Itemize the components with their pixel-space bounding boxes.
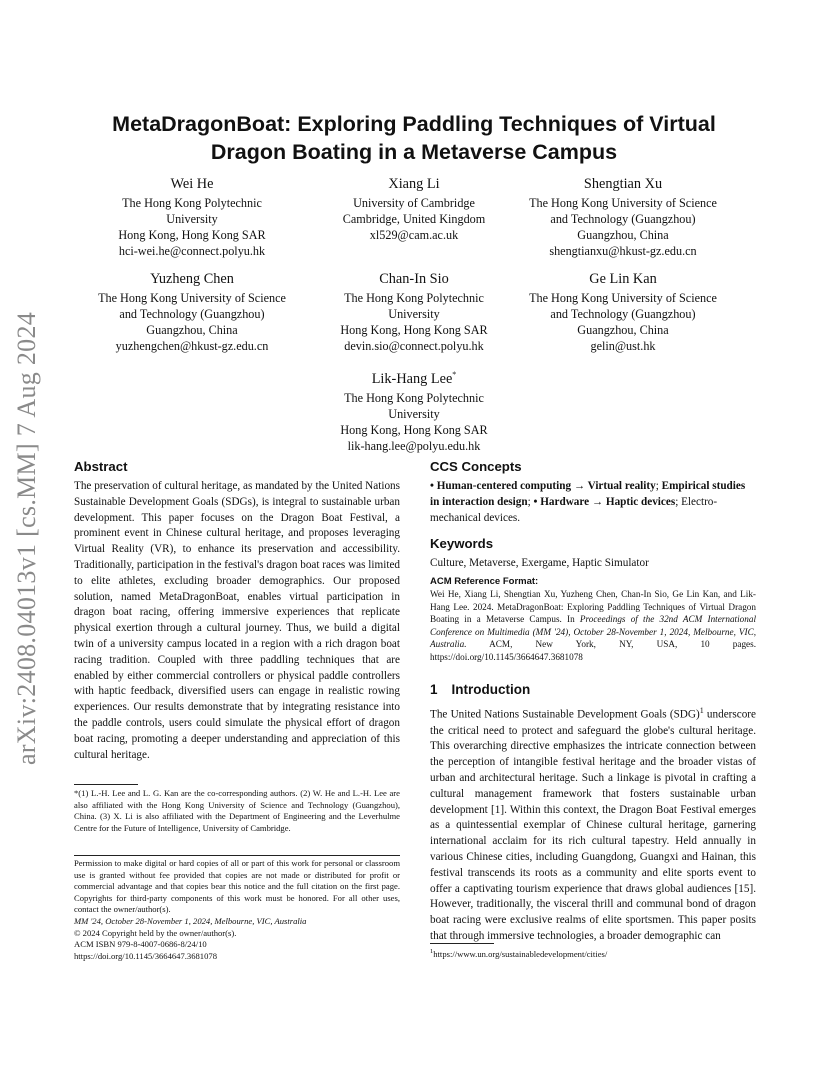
ccs-term: • Hardware [533, 495, 590, 508]
copyright-notice: © 2024 Copyright held by the owner/author(s). [74, 927, 237, 938]
author-block [299, 270, 529, 354]
keywords-section [430, 535, 756, 572]
isbn: ACM ISBN 979-8-4007-0686-8/24/10 [74, 939, 207, 950]
footnote-mark[interactable]: 1 [699, 706, 704, 715]
author-affiliation: The Hong Kong University of Science [529, 196, 717, 210]
ccs-term: Electro-mechanical devices. [430, 495, 718, 524]
doi-link[interactable]: https://doi.org/10.1145/3664647.3681078 [74, 950, 217, 961]
author-email[interactable]: devin.sio@connect.polyu.hk [344, 339, 484, 353]
author-block [77, 270, 307, 354]
author-email[interactable]: xl529@cam.ac.uk [369, 228, 459, 242]
author-affiliation: University [388, 406, 440, 421]
section-number: 1 [430, 682, 438, 697]
section-title: Introduction [451, 682, 531, 697]
title-line-1: MetaDragonBoat: Exploring Paddling Techniques of Virtual [112, 112, 716, 136]
author-affiliation: The Hong Kong University of Science [98, 291, 286, 305]
author-name: Wei He [170, 176, 214, 192]
author-affiliation: University of Cambridge [353, 196, 475, 210]
author-email[interactable]: shengtianxu@hkust-gz.edu.cn [549, 244, 697, 258]
author-affiliation: The Hong Kong Polytechnic [344, 291, 484, 305]
title-line-2: Dragon Boating in a Metaverse Campus [210, 140, 618, 164]
author-affiliation: The Hong Kong Polytechnic [344, 390, 484, 405]
author-name: Yuzheng Chen [150, 271, 234, 287]
paper-title [74, 110, 754, 166]
author-name: Shengtian Xu [583, 176, 663, 192]
ccs-arrow: → [571, 480, 588, 492]
acm-reference [430, 575, 756, 664]
reference-proceedings: Proceedings of the 32nd ACM International Conference on Multimedia (MM '24), October 28-November 1, 2024, Melbourne, VIC, Australia. [430, 614, 756, 650]
abstract-section [74, 458, 400, 763]
author-block [299, 365, 529, 454]
abstract-text: The preservation of cultural heritage, as mandated by the United Nations Sustainable Development Goals (SDGs), is integral to sustainable urban development. This paper focuses on the Dragon Boat Festival, a prominent event in Chinese cultural heritage, and proposes leveraging Virtual Reality (VR), to enhance its preservation and accessibility. Traditionally, participation in the festival's dragon boat races was limited to elite athletes, excluding broader demographics. Our proposed solution, named MetaDragonBoat, enables virtual participation in dragon boat racing, offering immersive experiences that replicate physical exertion through a cultural journey. Thus, we build a digital twin of a university campus located in a region with a rich dragon boat racing tradition. Coupled with three paddling techniques that are enabled by either commercial controllers or physical paddle controllers with haptic feedback, diversified users can engage in realistic rowing experiences. Our results demonstrate that by integrating resistance into the paddle controls, users could simulate the physical effort of dragon boat racing, promoting a deeper understanding and appreciation of this cultural heritage. [74, 480, 400, 761]
author-footnote: *(1) L.-H. Lee and L. G. Kan are the co-corresponding authors. (2) W. He and L.-H. Lee are also affiliated with the Hong Kong University of Science and Technology (Guangzhou), China. (3) X. Li is also affiliated with the Department of Engineering and the Leverhulme Centre for the Future of Intelligence, University of Cambridge. [74, 788, 400, 833]
author-name-text: Lik-Hang Lee [371, 370, 453, 387]
author-affiliation: Guangzhou, China [577, 323, 669, 337]
author-name: Xiang Li [388, 176, 440, 192]
author-affiliation: The Hong Kong Polytechnic [122, 196, 262, 210]
corresponding-mark: * [452, 370, 457, 379]
ccs-arrow: → [589, 495, 606, 508]
author-affiliation: University [388, 307, 440, 321]
ccs-separator: ; [675, 495, 682, 508]
ccs-term: Empirical studies in interaction design [430, 480, 746, 508]
footnote-divider [430, 943, 494, 944]
ccs-separator: ; [527, 495, 534, 508]
footnote-url[interactable]: https://www.un.org/sustainabledevelopment/cities/ [433, 948, 608, 959]
author-email[interactable]: lik-hang.lee@polyu.edu.hk [347, 438, 481, 453]
ccs-text [430, 479, 756, 526]
ccs-heading: CCS Concepts [430, 459, 522, 474]
reference-authors: Wei He, Xiang Li, Shengtian Xu, Yuzheng Chen, Chan-In Sio, Ge Lin Kan, and Lik-Hang Lee. 2024. MetaDragonBoat: Exploring Paddling Techniques of Virtual Dragon Boating in a Metaverse Campus. In [430, 589, 756, 625]
author-block [508, 270, 738, 354]
ccs-section [430, 458, 756, 526]
keywords-text: Culture, Metaverse, Exergame, Haptic Simulator [430, 557, 649, 569]
author-email[interactable]: hci-wei.he@connect.polyu.hk [118, 244, 266, 258]
ccs-term: Virtual reality [587, 480, 656, 492]
author-affiliation: Hong Kong, Hong Kong SAR [340, 323, 488, 337]
conference-venue: MM '24, October 28-November 1, 2024, Melbourne, VIC, Australia [74, 915, 307, 926]
acm-reference-text [430, 588, 756, 664]
keywords-heading: Keywords [430, 536, 494, 551]
footnote-divider [74, 784, 138, 785]
author-name [299, 365, 529, 389]
ccs-term: Haptic devices [605, 495, 676, 508]
author-block [299, 175, 529, 243]
author-block [508, 175, 738, 259]
arxiv-identifier: arXiv:2408.04013v1 [cs.MM] 7 Aug 2024 [12, 311, 41, 765]
author-affiliation: Guangzhou, China [146, 323, 238, 337]
author-affiliation: and Technology (Guangzhou) [119, 307, 265, 321]
reference-publisher: ACM, New York, NY, USA, 10 pages. https://doi.org/10.1145/3664647.3681078 [430, 639, 756, 662]
author-email[interactable]: gelin@ust.hk [590, 339, 656, 353]
author-affiliation: Hong Kong, Hong Kong SAR [340, 422, 488, 437]
abstract-heading: Abstract [74, 459, 128, 474]
ccs-separator: ; [655, 480, 662, 492]
intro-text-body: underscore the critical need to protect and safeguard the globe's cultural heritage. This overarching directive emphasizes the intricate connection between the perception of intangible festival heritage and the broader vistas of urban and architectural heritage. Such a linkage is pivotal in crafting a cultural management framework that fosters sustainable urban development [1]. Within this context, the Dragon Boat Festival emerges as a quintessential exemplar of Chinese cultural heritage, garnering international acclaim for its rich cultural tapestry. Held annually in various Chinese cities, including Guangdong, Guangxi and Hainan, this festival transcends its roots as a community and elite sports event to offer a captivating tourism experience that draws global audiences [15]. However, traditionally, the visceral thrill and communal bond of dragon boat racing were exclusive realms of elite sportsmen. This paper posits that through immersive technologies, a broader demographic can [430, 708, 756, 942]
permission-block [74, 858, 400, 962]
introduction-section [430, 681, 756, 945]
author-affiliation: Guangzhou, China [577, 228, 669, 242]
author-name: Chan-In Sio [379, 271, 449, 287]
author-affiliation: and Technology (Guangzhou) [550, 307, 696, 321]
author-affiliation: and Technology (Guangzhou) [550, 212, 696, 226]
intro-text-start: The United Nations Sustainable Development Goals (SDG) [430, 708, 700, 721]
author-email[interactable]: yuzhengchen@hkust-gz.edu.cn [115, 339, 269, 353]
acm-reference-heading: ACM Reference Format: [430, 576, 539, 587]
url-footnote [430, 946, 756, 960]
footnote-number: 1 [430, 948, 434, 955]
author-affiliation: Hong Kong, Hong Kong SAR [118, 228, 266, 242]
ccs-term: • Human-centered computing [430, 480, 572, 492]
author-affiliation: University [166, 212, 218, 226]
author-affiliation: Cambridge, United Kingdom [342, 212, 486, 226]
permission-divider [74, 855, 400, 856]
introduction-text [430, 703, 756, 945]
author-block [77, 175, 307, 259]
permission-text: Permission to make digital or hard copies of all or part of this work for personal or classroom use is granted without fee provided that copies are not made or distributed for profit or commercial advantage and that copies bear this notice and the full citation on the first page. Copyrights for third-party components of this work must be honored. For all other uses, contact the owner/author(s). [74, 858, 400, 915]
author-affiliation: The Hong Kong University of Science [529, 291, 717, 305]
author-name: Ge Lin Kan [589, 271, 657, 287]
introduction-heading [430, 681, 756, 699]
